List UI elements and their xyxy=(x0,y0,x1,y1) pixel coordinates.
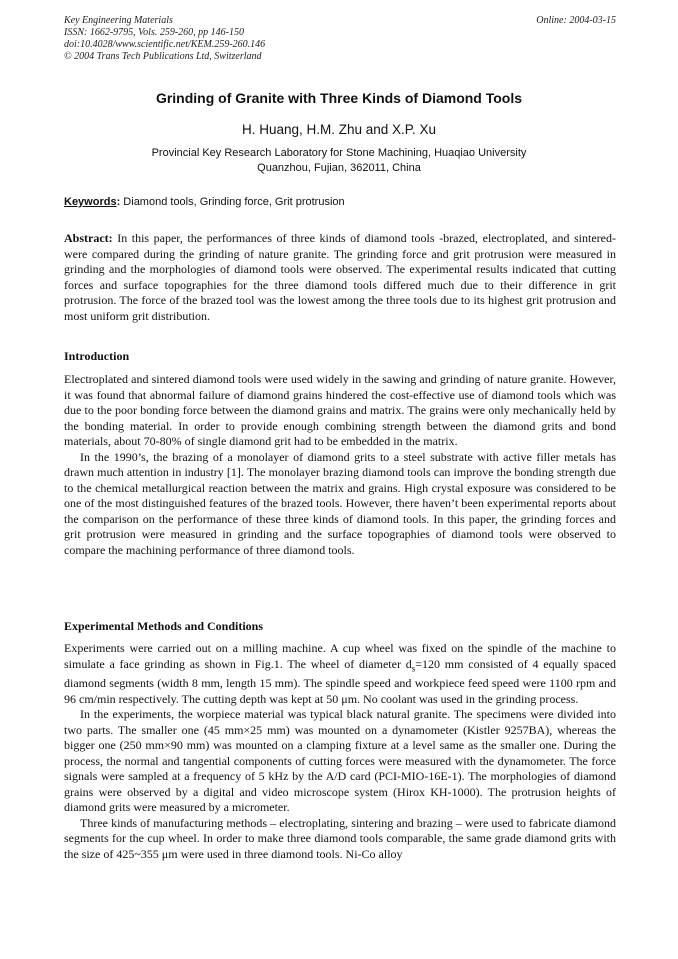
methods-paragraph-2: In the experiments, the worpiece material was typical black natural granite. The specimens were divided into two parts. The smaller one (45 mm×25 mm) was mounted on a dynamometer (Kistler 9257BA), whereas the bigger one (250 mm×90 mm) was mounted on a clamping fixture at a level same as the smaller one. During the process, the normal and tangential components of cutting forces were measured with the dynamometer. The force signals were sampled at a frequency of 5 kHz by the A/D card (PCI-MIO-16E-1). The morphologies of diamond grains were observed by a digital and video microscope system (Hirox KH-1000). The protrusion heights of diamond grits were measured by a micrometer. xyxy=(64,707,616,815)
journal-name: Key Engineering Materials xyxy=(64,15,173,26)
journal-header xyxy=(64,15,616,63)
affiliation-line-1: Provincial Key Research Laboratory for Stone Machining, Huaqiao University xyxy=(151,147,527,159)
abstract-label: Abstract: xyxy=(64,231,113,245)
issn-line: ISSN: 1662-9795, Vols. 259-260, pp 146-150 xyxy=(64,27,244,38)
abstract xyxy=(64,231,616,324)
affiliation xyxy=(0,146,678,176)
introduction-paragraph-2: In the 1990’s, the brazing of a monolayer of diamond grits to a steel substrate with active filler metals has drawn much attention in industry [1]. The monolayer brazing diamond tools can improve the bonding strength due to the chemical metallurgical reaction between the matrix and grains. High crystal exposure was considered to be one of the most distinguished features of the brazed tools. However, there haven’t been experimental reports about the comparison on the performance of these three kinds of diamond tools. In this paper, the grinding forces and grit protrusion were measured in grinding and the surface topographies of diamond tools were observed to compare the machining performance of three diamond tools. xyxy=(64,449,616,557)
keywords-label: Keywords xyxy=(64,196,117,208)
paper-title: Grinding of Granite with Three Kinds of Diamond Tools xyxy=(155,90,523,106)
abstract-text: In this paper, the performances of three kinds of diamond tools -brazed, electroplated, and sintered- were compared during the grinding of nature granite. The grinding force and grit protrusion were measured in grinding and the morphologies of diamond tools were observed. The experimental results indicated that cutting forces and surface topographies for the three diamond tools differed much due to their difference in grit protrusion. The force of the brazed tool was the lowest among the three tools due to its highest grit protrusion and most uniform grit distribution. xyxy=(64,231,616,323)
diameter-subscript: s xyxy=(411,662,416,673)
keywords-text: Diamond tools, Grinding force, Grit protrusion xyxy=(120,196,345,208)
methods-p1-part-b: =120 mm consisted of 4 equally spaced diamond segments (width 8 mm, length 15 mm). The spindle speed and workpiece feed speed were 1100 rpm and 96 cm/min respectively. The cutting depth was kept at 50 μm. No coolant was used in the grinding process. xyxy=(64,656,616,706)
doi-line[interactable]: doi:10.4028/www.scientific.net/KEM.259-260.146 xyxy=(64,39,266,50)
affiliation-line-2: Quanzhou, Fujian, 362011, China xyxy=(257,162,421,174)
introduction-paragraph-1: Electroplated and sintered diamond tools were used widely in the sawing and grinding of nature granite. However, it was found that abnormal failure of diamond grains hindered the cost-effective use of diamond tools which was due to the poor bonding force between the diamond grains and matrix. The grains were only mechanically held by the bonding material. In order to provide enough combining strength between the diamond grits and bond materials, about 70-80% of single diamond grit had to be embedded in the matrix. xyxy=(64,372,616,448)
methods-p1-part-a: Experiments were carried out on a milling machine. A cup wheel was fixed on the spindle of the machine to simulate a face grinding as shown in Fig.1. The wheel of diameter d xyxy=(64,641,616,671)
authors: H. Huang, H.M. Zhu and X.P. Xu xyxy=(241,122,437,137)
introduction-section xyxy=(64,372,616,558)
methods-section xyxy=(64,641,616,862)
methods-paragraph-1 xyxy=(64,641,616,707)
copyright-line: © 2004 Trans Tech Publications Ltd, Switzerland xyxy=(64,51,262,62)
online-date: Online: 2004-03-15 xyxy=(536,15,616,26)
introduction-heading: Introduction xyxy=(64,349,130,363)
methods-heading: Experimental Methods and Conditions xyxy=(64,619,264,633)
methods-paragraph-3: Three kinds of manufacturing methods – electroplating, sintering and brazing – were used to fabricate diamond segments for the cup wheel. In order to make three diamond tools comparable, the same grade diamond grits with the size of 425~355 μm were used in three diamond tools. Ni-Co alloy xyxy=(64,815,616,861)
keywords: Keywords: Diamond tools, Grinding force, Grit protrusion xyxy=(64,196,345,208)
